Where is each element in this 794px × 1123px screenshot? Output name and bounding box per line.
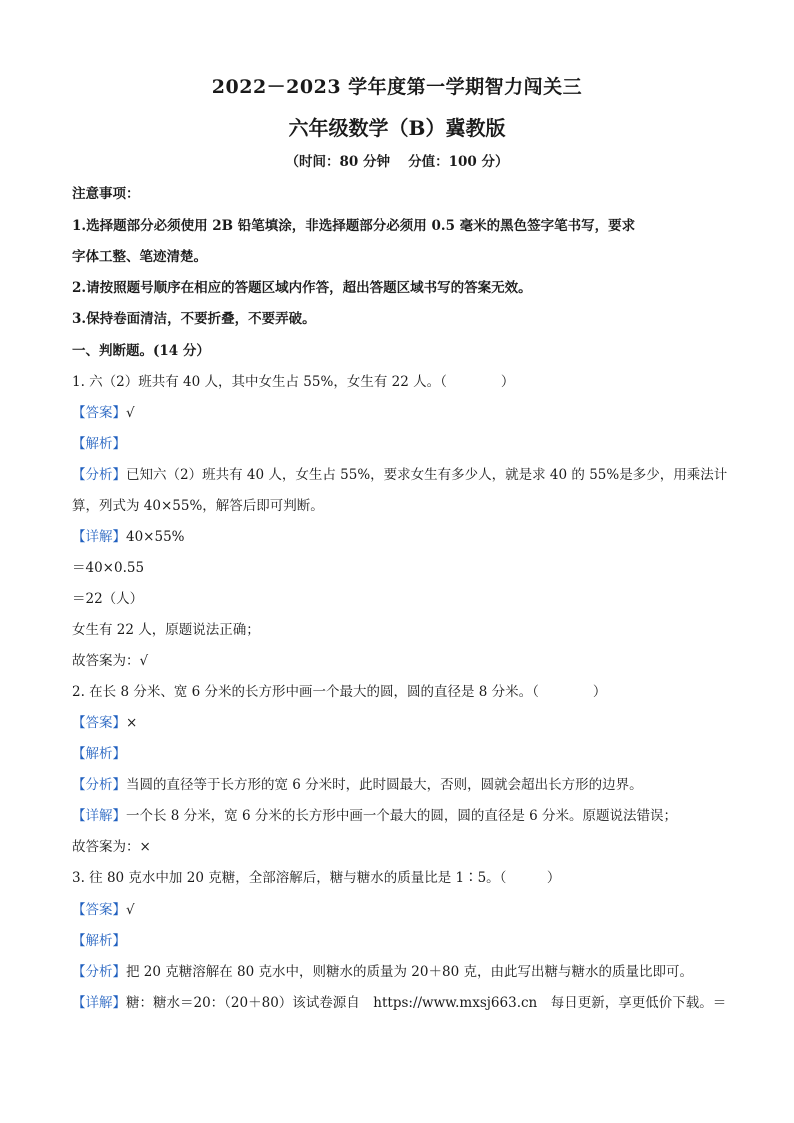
fenxi-tag: 【分析】 (72, 777, 126, 793)
page-title: 2022－2023 学年度第一学期智力闯关三 (211, 76, 583, 98)
q1-analysis-tag: 【解析】 (72, 436, 126, 452)
fenxi-text: 把 20 克糖溶解在 80 克水中，则糖水的质量为 20＋80 克，由此写出糖与糖水的质量比即可。 (126, 964, 693, 980)
question-2: 2. 在长 8 分米、宽 6 分米的长方形中画一个最大的圆，圆的直径是 8 分米。（ ） (72, 684, 607, 700)
q2-answer (72, 711, 732, 731)
notice-item-1: 1.选择题部分必须使用 2B 铅笔填涂，非选择题部分必须用 0.5 毫米的黑色签字笔书写，要求 (72, 218, 636, 234)
answer-tag: 【答案】 (72, 902, 126, 918)
fenxi-text: 当圆的直径等于长方形的宽 6 分米时，此时圆最大，否则，圆就会超出长方形的边界。 (126, 777, 643, 793)
notice-item-2: 2.请按照题号顺序在相应的答题区域内作答，超出答题区域书写的答案无效。 (72, 280, 532, 296)
answer-value: √ (126, 405, 135, 421)
q2-analysis-tag: 【解析】 (72, 746, 126, 762)
answer-value: √ (126, 902, 135, 918)
detail-text: 一个长 8 分米，宽 6 分米的长方形中画一个最大的圆，圆的直径是 6 分米。原题说法错误； (126, 808, 678, 824)
detail-tag: 【详解】 (72, 995, 126, 1011)
q3-detail (72, 991, 732, 1011)
answer-tag: 【答案】 (72, 405, 126, 421)
q1-fenxi-cont: 算，列式为 40×55%，解答后即可判断。 (72, 498, 324, 514)
q3-answer (72, 898, 732, 918)
q1-detail-step-2: ＝40×0.55 (72, 560, 145, 576)
answer-tag: 【答案】 (72, 715, 126, 731)
q3-analysis-tag: 【解析】 (72, 933, 126, 949)
section-heading: 一、判断题。(14 分） (72, 343, 210, 359)
fenxi-tag: 【分析】 (72, 964, 126, 980)
notice-item-1-cont: 字体工整、笔迹清楚。 (72, 249, 207, 265)
notice-heading: 注意事项： (72, 186, 140, 202)
detail-tag: 【详解】 (72, 529, 126, 545)
q2-detail (72, 804, 732, 824)
q3-fenxi (72, 960, 732, 980)
fenxi-tag: 【分析】 (72, 467, 126, 483)
exam-meta: （时间：80 分钟 分值：100 分） (285, 154, 509, 170)
answer-value: × (126, 715, 138, 731)
question-3: 3. 往 80 克水中加 20 克糖，全部溶解后，糖与糖水的质量比是 1∶5。（ ） (72, 870, 561, 886)
q1-detail (72, 525, 732, 545)
question-1: 1. 六（2）班共有 40 人，其中女生占 55%，女生有 22 人。（ ） (72, 374, 515, 390)
notice-item-3: 3.保持卷面清洁，不要折叠，不要弄破。 (72, 311, 316, 327)
q1-fenxi (72, 463, 732, 483)
q1-answer (72, 401, 732, 421)
q1-detail-step-3: ＝22（人） (72, 591, 144, 607)
detail-text: 40×55% (126, 529, 185, 545)
detail-tag: 【详解】 (72, 808, 126, 824)
q1-conclusion: 故答案为：√ (72, 653, 149, 669)
page-subtitle: 六年级数学（B）冀教版 (288, 116, 506, 140)
q2-fenxi (72, 773, 732, 793)
detail-text: 糖：糖水＝20：（20＋80）该试卷源自 https://www.mxsj663.cn 每日更新，享更低价下载。＝ (126, 995, 727, 1011)
q2-conclusion: 故答案为：× (72, 839, 151, 855)
fenxi-text: 已知六（2）班共有 40 人，女生占 55%，要求女生有多少人，就是求 40 的 55%是多少，用乘法计 (126, 467, 728, 483)
q1-detail-step-4: 女生有 22 人，原题说法正确； (72, 622, 260, 638)
